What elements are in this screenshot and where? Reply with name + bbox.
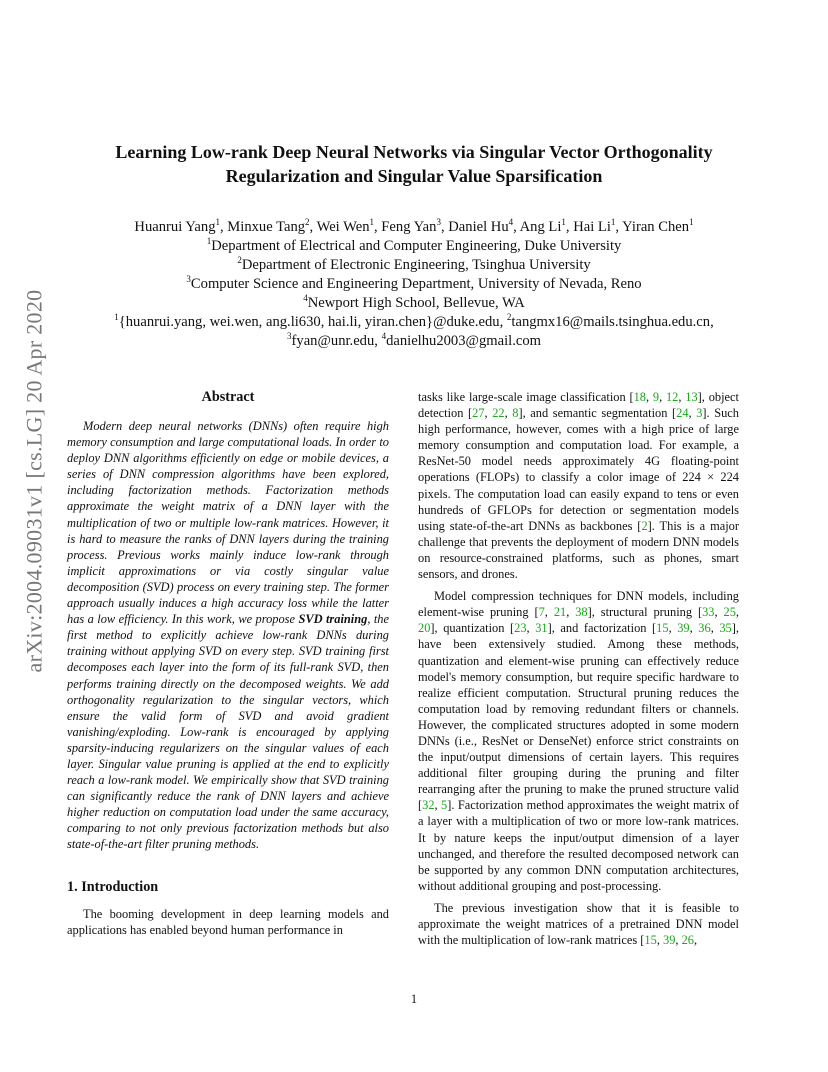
affiliation-mark: 1: [369, 217, 374, 228]
affiliation-text: Department of Electronic Engineering, Tsinghua University: [241, 257, 591, 273]
paper-title: [60, 140, 768, 188]
affiliation-mark: 1: [114, 312, 119, 323]
citation-link[interactable]: 27: [472, 406, 485, 421]
author-block: [40, 218, 788, 351]
abstract-heading: Abstract: [201, 389, 255, 405]
author-list: Huanrui Yang$^1$, Minxue Tang$^2$, Wei Wen$^1$, Feng Yan$^3$, Daniel Hu$^4$, Ang Li$^1$, Hai Li$^1$, Yiran Chen$^1$: [134, 217, 694, 235]
citation-link[interactable]: 15: [656, 621, 669, 636]
text: ,: [694, 933, 698, 948]
arxiv-identifier: arXiv:2004.09031v1 [cs.LG] 20 Apr 2020: [21, 289, 47, 672]
affiliation-mark: 2: [237, 255, 242, 266]
email-line-2: [40, 332, 788, 351]
affiliation-mark: 1: [689, 217, 694, 228]
text: ], object detection [: [418, 390, 739, 421]
text: ], have been extensively studied. Among these methods, quantization and element-wise pruning can effectively reduce model's memory consumption, but require specific hardware to realize efficient computation. Structural pruning reduces the computation load by removing redundant filters or channels. However, the complicated structures adopted in some modern DNNs (i.e., ResNet or DenseNet) enforce strict constraints on the input/output dimensions of certain layers. This requires additional filter grouping during the pruning and filter rearranging after the pruning to make the pruned structure valid [: [418, 621, 739, 813]
affiliation-4: [40, 294, 788, 313]
affiliation-text: Department of Electrical and Computer Engineering, Duke University: [211, 238, 622, 254]
text: Model compression techniques for DNN models, including element-wise pruning [: [418, 589, 739, 620]
affiliation-mark: 3: [436, 217, 441, 228]
affiliation-3: [40, 275, 788, 294]
affiliation-mark: 2: [305, 217, 310, 228]
page-number: 1: [410, 992, 418, 1006]
citation-link[interactable]: 22: [492, 406, 505, 421]
abstract-text-part: Modern deep neural networks (DNNs) often require high memory consumption and large computational loads. In order to deploy DNN algorithms efficiently on edge or mobile devices, a series of DNN compression algorithms have been explored, including factorization methods. Factorization methods approximate the weight matrix of a DNN layer with the multiplication of two or multiple low-rank matrices. However, it is hard to measure the ranks of DNN layers during the training process. Previous works mainly induce low-rank through implicit approximations or via costly singular value decomposition (SVD) process on every training step. The former approach usually induces a high accuracy loss while the latter has a low efficiency. In this work, we propose: [67, 419, 389, 627]
intro-paragraph-2: Model compression techniques for DNN models, including element-wise pruning [7, 21, 38], structural pruning [33, 25, 20], quantization [23, 31], and factorization [15, 39, 36, 35], have been extensively studied. Among these methods, quantization and element-wise pruning can effectively reduce model's memory consumption, but require specific hardware to realize efficient computation. Structural pruning reduces the computation load by removing redundant filters or channels. However, the complicated structures adopted in some modern DNNs (i.e., ResNet or DenseNet) enforce strict constraints on the input/output dimensions of certain layers. This requires additional filter grouping during the pruning and filter rearranging after the pruning to make the pruned structure valid [32, 5]. Factorization method approximates the weight matrix of a layer with a multiplication of two or more low-rank matrices. It by nature keeps the input/output dimension of a layer unchanged, and therefore the resulted decomposed network can be supported by any common DNN computation architectures, without additional grouping and post-processing.: [418, 589, 739, 893]
affiliation-mark: 1: [610, 217, 616, 228]
intro-paragraph-start: The booming development in deep learning models and applications has enabled beyond human performance in: [67, 906, 389, 937]
citation-link[interactable]: 12: [665, 390, 679, 404]
citation-link[interactable]: 2: [641, 518, 648, 533]
citation-link[interactable]: 35: [719, 621, 732, 636]
citation-link[interactable]: 24: [676, 406, 689, 421]
citation-link[interactable]: 7: [538, 605, 545, 620]
text: ]. This is a major challenge that prevents the deployment of modern DNN models on resource-constrained platforms, such as phones, smart sensors, and drones.: [418, 518, 739, 582]
affiliation-mark: 2: [506, 312, 512, 323]
affiliation-mark: 1: [215, 217, 220, 228]
citation-link[interactable]: 20: [418, 621, 431, 636]
affiliation-1: [40, 237, 788, 256]
text: ], and semantic segmentation [: [518, 406, 677, 421]
citation-link[interactable]: 3: [696, 406, 703, 421]
citation-link[interactable]: 32: [422, 798, 435, 813]
email-text: danielhu2003@gmail.com: [386, 333, 541, 349]
affiliation-mark: 1: [561, 217, 566, 228]
affiliation-mark: 4: [381, 331, 387, 342]
author-name: Daniel Hu: [448, 219, 509, 235]
abstract-text-part: , the first method to explicitly achieve low-rank DNNs during training without applying SVD on every step. SVD training first decomposes each layer into the form of its full-rank SVD, then performs training directly on the decomposed weights. We add orthogonality regularization to the singular vectors, which ensure the valid form of SVD and avoid gradient vanishing/exploding. Low-rank is encouraged by applying sparsity-inducing regularizers on the singular values of each layer. Singular value pruning is applied at the end to explicitly reach a low-rank model. We empirically show that SVD training can significantly reduce the rank of DNN layers and achieve higher reduction on computation load under the same accuracy, comparing to not only previous factorization methods but also state-of-the-art filter pruning methods.: [67, 612, 389, 852]
affiliation-mark: 4: [303, 293, 308, 304]
email-text: fyan@unr.edu,: [291, 333, 378, 349]
author-name: Hai Li: [573, 219, 611, 235]
citation-link[interactable]: 15: [644, 933, 657, 948]
text: ], structural pruning [: [587, 605, 703, 620]
text: The previous investigation show that it is feasible to approximate the weight matrices of a pretrained DNN model with the multiplication of low-rank matrices [: [418, 900, 739, 948]
text: ]. Such high performance, however, comes with a high price of large memory consumption and computation load. For example, a ResNet-50 model needs approximately 4G floating-point operations (FLOPs) to classify a color image of 224 × 224 pixels. The computation load can easily expand to tens or even hundreds of GFLOPs for detection or segmentation models using state-of-the-art DNNs as backbones [: [418, 406, 740, 533]
citation-link[interactable]: 23: [514, 621, 527, 636]
citation-link[interactable]: 25: [723, 605, 736, 620]
abstract-bold-term: SVD training: [298, 612, 368, 627]
affiliation-mark: 1: [206, 236, 212, 247]
intro-paragraph-continued: tasks like large-scale image classification [18, 9, 12, 13], object detection [27, 22, 8], and semantic segmentation [24, 3]. Such high performance, however, comes with a high price of large memory consumption and computation load. For example, a ResNet-50 model needs approximately 4G floating-point operations (FLOPs) to classify a color image of 224 × 224 pixels. The computation load can easily expand to tens or even hundreds of GFLOPs for detection or segmentation models using state-of-the-art DNNs as backbones [2]. This is a major challenge that prevents the deployment of modern DNN models on resource-constrained platforms, such as phones, smart sensors, and drones.: [418, 390, 740, 582]
affiliation-mark: 3: [186, 274, 191, 285]
citation-link[interactable]: 31: [535, 621, 548, 636]
citation-link[interactable]: 21: [553, 605, 567, 620]
citation-link[interactable]: 8: [512, 406, 519, 421]
author-name: Minxue Tang: [227, 219, 306, 235]
citation-link[interactable]: 39: [677, 621, 690, 636]
affiliation-text: Computer Science and Engineering Department, University of Nevada, Reno: [190, 276, 642, 292]
affiliation-2: [40, 256, 788, 275]
author-name: Feng Yan: [381, 219, 437, 235]
affiliation-mark: 3: [287, 331, 292, 342]
title-line-2: Regularization and Singular Value Sparsification: [225, 166, 603, 186]
author-name: Wei Wen: [316, 219, 370, 235]
text: ], quantization [: [430, 621, 515, 636]
section-heading-introduction: 1. Introduction: [67, 878, 159, 895]
text: tasks like large-scale image classification [: [418, 390, 634, 404]
intro-paragraph-3: The previous investigation show that it is feasible to approximate the weight matrices of a pretrained DNN model with the multiplication of low-rank matrices [15, 39, 26,: [418, 900, 739, 948]
email-text: tangmx16@mails.tsinghua.edu.cn,: [511, 314, 714, 330]
citation-link[interactable]: 26: [681, 933, 694, 948]
citation-link[interactable]: 5: [441, 798, 448, 813]
abstract-text: [67, 418, 389, 853]
right-column: [418, 389, 739, 948]
citation-link[interactable]: 13: [685, 390, 698, 404]
email-text: {huanrui.yang, wei.wen, ang.li630, hai.li, yiran.chen}@duke.edu,: [118, 314, 504, 330]
author-name: Huanrui Yang: [134, 219, 216, 235]
affiliation-text: Newport High School, Bellevue, WA: [307, 295, 525, 311]
left-column: [67, 388, 389, 938]
affiliation-mark: 4: [508, 217, 514, 228]
citation-link[interactable]: 33: [702, 605, 715, 620]
citation-link[interactable]: 39: [663, 933, 676, 948]
text: ], and factorization [: [547, 621, 657, 636]
citation-link[interactable]: 36: [698, 621, 711, 636]
title-line-1: Learning Low-rank Deep Neural Networks via Singular Vector Orthogonality: [115, 142, 713, 162]
author-name: Yiran Chen: [622, 219, 690, 235]
text: ]. Factorization method approximates the weight matrix of a layer with a multiplication of two or more low-rank matrices. It by nature keeps the input/output dimension of a layer unchanged, and therefore the resulted decomposed network can be supported by any common DNN computation architectures, without additional grouping and post-processing.: [418, 798, 739, 893]
author-name: Ang Li: [519, 219, 562, 235]
email-line-1: [40, 313, 788, 332]
citation-link[interactable]: 9: [652, 390, 660, 404]
citation-link[interactable]: 18: [633, 390, 646, 404]
citation-link[interactable]: 38: [575, 605, 588, 620]
